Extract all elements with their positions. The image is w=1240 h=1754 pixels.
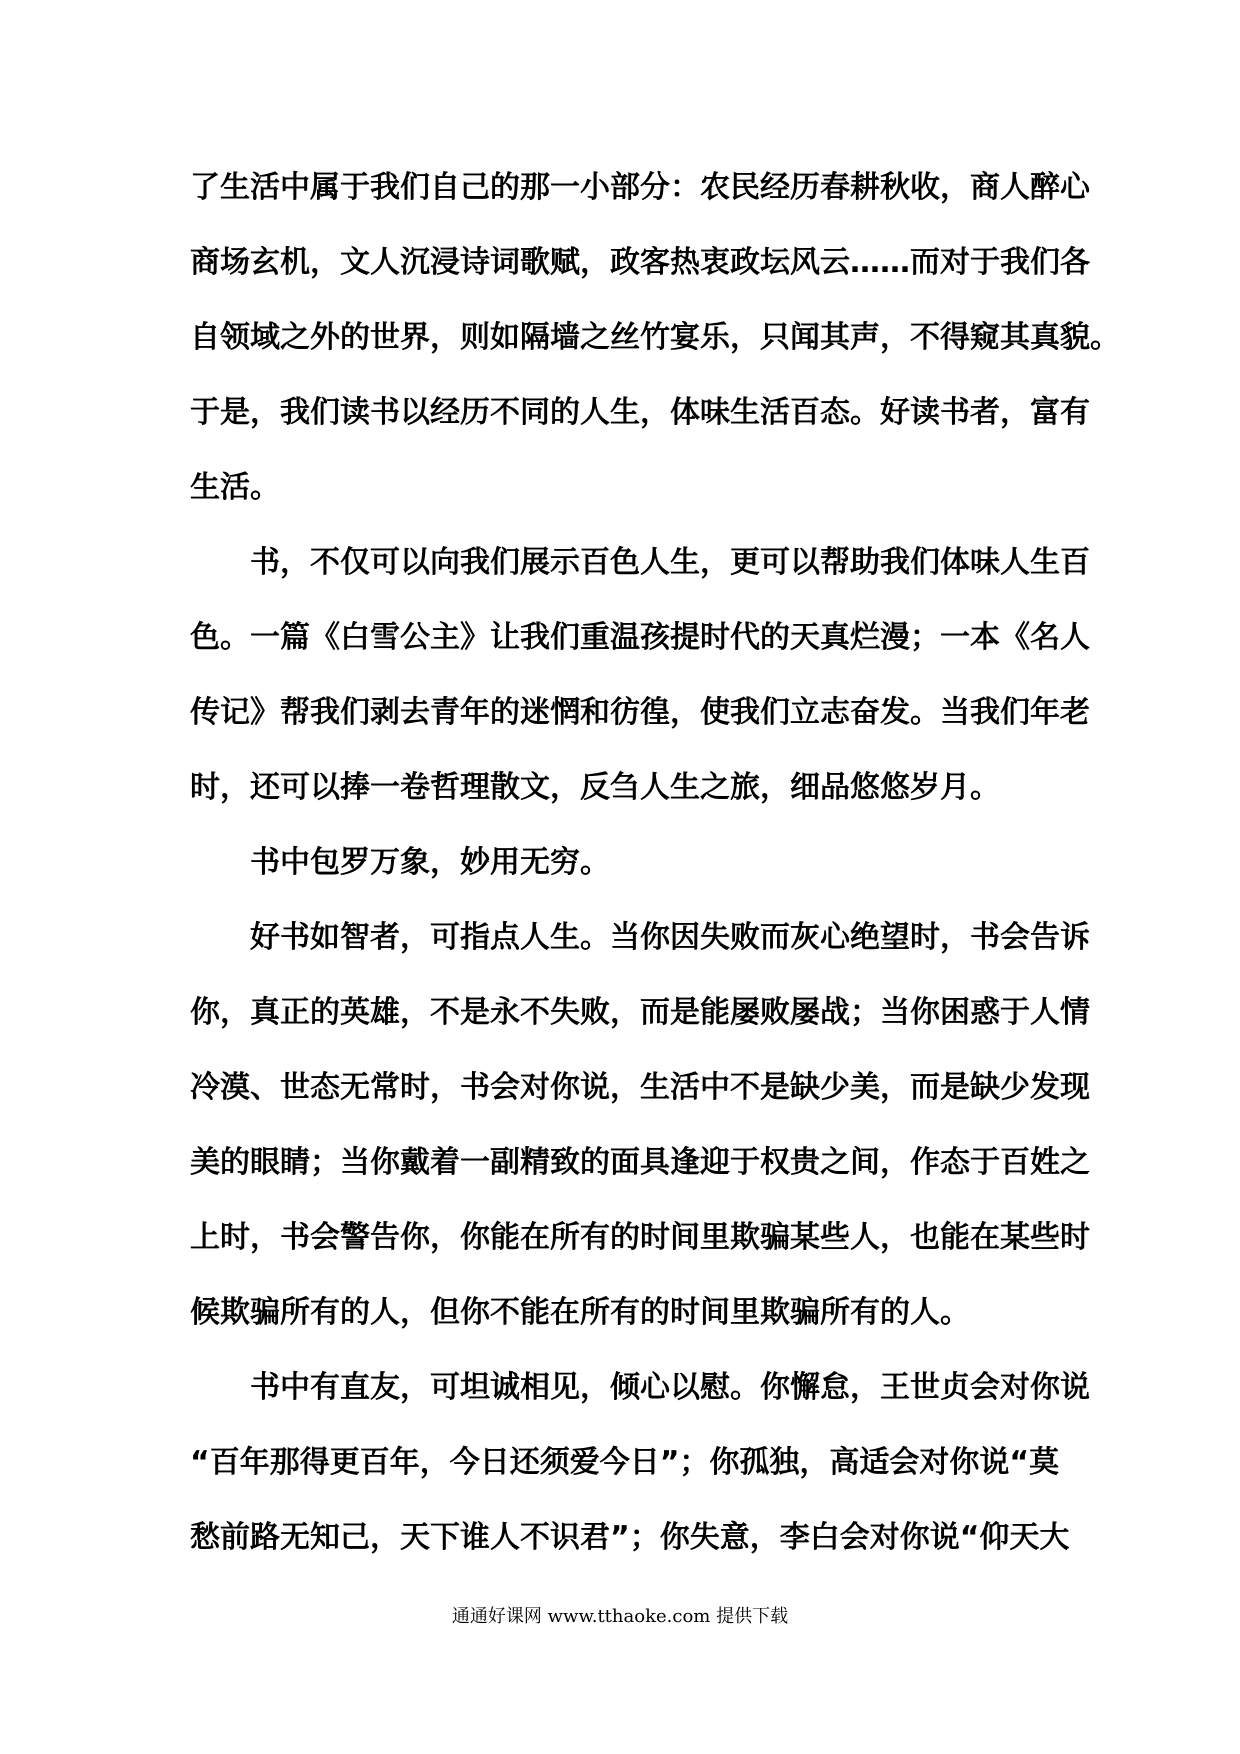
- text-line: “百年那得更百年，今日还须爱今日”；你孤独，高适会对你说“莫: [190, 1445, 1060, 1480]
- text-line: 冷漠、世态无常时，书会对你说，生活中不是缺少美，而是缺少发现: [190, 1070, 1090, 1105]
- text-line: 商场玄机，文人沉浸诗词歌赋，政客热衷政坛风云……而对于我们各: [190, 245, 1090, 280]
- text-line: 自领域之外的世界，则如隔墙之丝竹宴乐，只闻其声，不得窥其真貌。: [190, 320, 1120, 355]
- text-line: 美的眼睛；当你戴着一副精致的面具逢迎于权贵之间，作态于百姓之: [190, 1145, 1090, 1180]
- text-line: 你，真正的英雄，不是永不失败，而是能屡败屡战；当你困惑于人情: [190, 995, 1090, 1030]
- body-text: [190, 150, 1120, 1575]
- text-line: 愁前路无知己，天下谁人不识君”；你失意，李白会对你说“仰天大: [190, 1520, 1070, 1555]
- text-line: 时，还可以捧一卷哲理散文，反刍人生之旅，细品悠悠岁月。: [190, 770, 1000, 805]
- text-line: 于是，我们读书以经历不同的人生，体味生活百态。好读书者，富有: [190, 395, 1090, 430]
- page-footer: 通通好课网 www.tthaoke.com 提供下载: [451, 1606, 789, 1627]
- text-line: 书中有直友，可坦诚相见，倾心以慰。你懈怠，王世贞会对你说: [190, 1370, 1090, 1405]
- text-line: 书，不仅可以向我们展示百色人生，更可以帮助我们体味人生百: [190, 545, 1090, 580]
- text-line: 上时，书会警告你，你能在所有的时间里欺骗某些人，也能在某些时: [190, 1220, 1090, 1255]
- text-line: 好书如智者，可指点人生。当你因失败而灰心绝望时，书会告诉: [190, 920, 1090, 955]
- text-line: 生活。: [190, 470, 280, 505]
- text-line: 候欺骗所有的人，但你不能在所有的时间里欺骗所有的人。: [190, 1295, 970, 1330]
- text-line: 书中包罗万象，妙用无穷。: [190, 845, 610, 880]
- text-line: 传记》帮我们剥去青年的迷惘和彷徨，使我们立志奋发。当我们年老: [190, 695, 1090, 730]
- text-line: 了生活中属于我们自己的那一小部分：农民经历春耕秋收，商人醉心: [190, 170, 1090, 205]
- text-line: 色。一篇《白雪公主》让我们重温孩提时代的天真烂漫；一本《名人: [190, 620, 1090, 655]
